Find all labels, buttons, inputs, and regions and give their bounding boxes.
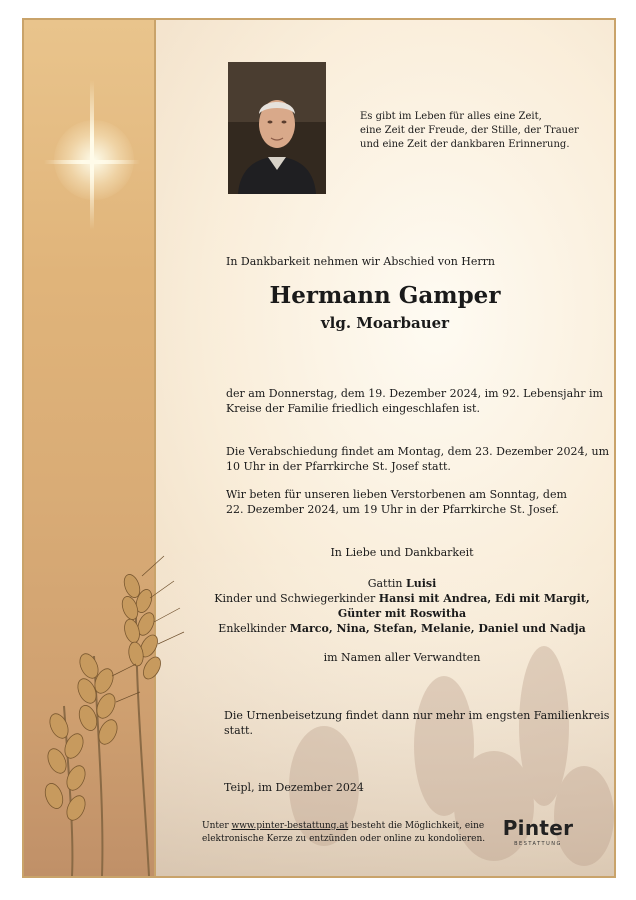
place-date: Teipl, im Dezember 2024 bbox=[224, 781, 364, 794]
logo-subtitle: BESTATTUNG bbox=[514, 841, 562, 847]
footer-line-2: elektronische Kerze zu entzünden oder online zu kondolieren. bbox=[202, 834, 486, 844]
spouse-name: Luisi bbox=[406, 577, 437, 590]
farewell-line: 10 Uhr in der Pfarrkirche St. Josef statt. bbox=[226, 460, 451, 473]
deceased-alias: vlg. Moarbauer bbox=[320, 314, 450, 332]
farewell-notice bbox=[226, 444, 609, 474]
footer-suffix: besteht die Möglichkeit, eine bbox=[351, 821, 485, 831]
intro-text: In Dankbarkeit nehmen wir Abschied von Herrn bbox=[226, 255, 495, 268]
grandchildren-names: Marco, Nina, Stefan, Melanie, Daniel und Nadja bbox=[289, 622, 586, 635]
grandchildren-label: Enkelkinder bbox=[218, 622, 287, 635]
farewell-line: Die Verabschiedung findet am Montag, dem 23. Dezember 2024, um bbox=[226, 445, 610, 458]
footer-prefix: Unter bbox=[202, 821, 229, 831]
quote-line: und eine Zeit der dankbaren Erinnerung. bbox=[360, 139, 570, 150]
closing-text: In Liebe und Dankbarkeit bbox=[330, 546, 474, 559]
urn-line: statt. bbox=[224, 724, 253, 737]
death-notice-line: der am Donnerstag, dem 19. Dezember 2024, im 92. Lebensjahr im bbox=[226, 387, 603, 400]
urn-line: Die Urnenbeisetzung findet dann nur mehr im engsten Familienkreis bbox=[224, 709, 610, 722]
quote-line: eine Zeit der Freude, der Stille, der Trauer bbox=[360, 125, 579, 136]
death-notice bbox=[226, 386, 603, 416]
relatives-text: im Namen aller Verwandten bbox=[323, 651, 481, 664]
spouse-label: Gattin bbox=[367, 577, 403, 590]
logo-name: Pinter bbox=[502, 816, 574, 840]
light-cross-icon bbox=[90, 80, 94, 230]
prayer-line: 22. Dezember 2024, um 19 Uhr in der Pfarrkirche St. Josef. bbox=[226, 503, 559, 516]
website-link[interactable]: www.pinter-bestattung.at bbox=[231, 821, 349, 831]
quote-line: Es gibt im Leben für alles eine Zeit, bbox=[360, 111, 542, 122]
children-label: Kinder und Schwiegerkinder bbox=[214, 592, 376, 605]
urn-notice bbox=[224, 708, 609, 738]
light-cross-bar bbox=[44, 160, 140, 164]
death-notice-line: Kreise der Familie friedlich eingeschlafen ist. bbox=[226, 402, 480, 415]
children-line-2 bbox=[200, 606, 604, 621]
pinter-logo bbox=[500, 816, 576, 847]
footer-text bbox=[202, 820, 492, 846]
deceased-name: Hermann Gamper bbox=[269, 282, 501, 309]
children-names-2: Günter mit Roswitha bbox=[337, 607, 467, 620]
grandchildren-line bbox=[200, 621, 604, 636]
prayer-line: Wir beten für unseren lieben Verstorbenen am Sonntag, dem bbox=[226, 488, 567, 501]
children-names: Hansi mit Andrea, Edi mit Margit, bbox=[378, 592, 590, 605]
spouse-line bbox=[200, 576, 604, 591]
family-list bbox=[200, 576, 604, 636]
footer-line-1 bbox=[202, 820, 492, 833]
portrait-photo bbox=[228, 62, 326, 194]
prayer-notice bbox=[226, 487, 567, 517]
children-line bbox=[200, 591, 604, 606]
quote-text bbox=[360, 110, 600, 152]
